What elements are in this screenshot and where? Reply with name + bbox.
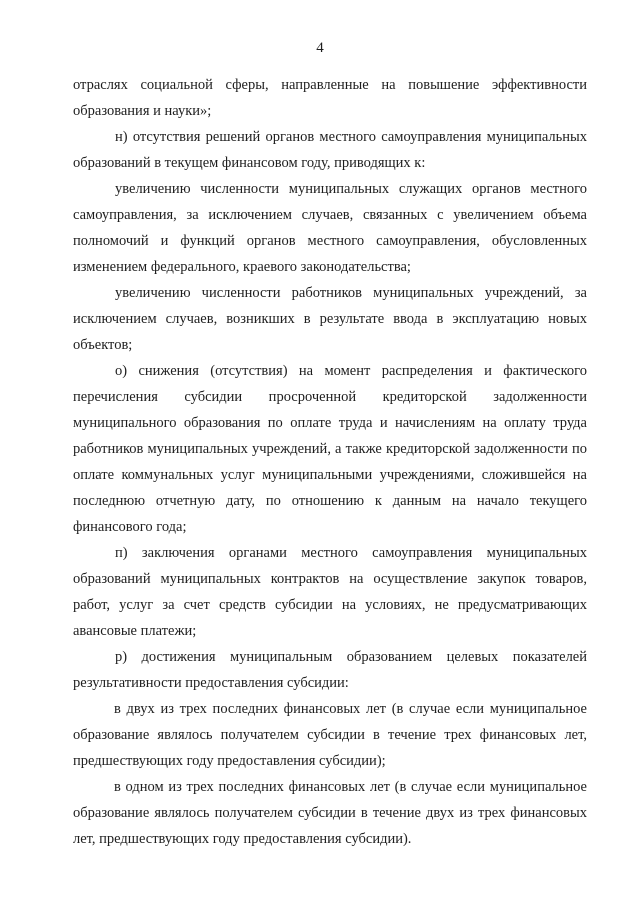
paragraph-item-p: п) заключения органами местного самоуправления муниципальных образований муниципальных контрактов на осуществление закупок товаров, работ, услуг за счет средств субсидии на условиях, не предусматривающих авансовые платежи; (73, 545, 587, 639)
paragraph-continuation: отраслях социальной сферы, направленные на повышение эффективности образования и науки»; (73, 77, 587, 119)
page-number: 4 (316, 40, 324, 56)
paragraph-staff-increase: увеличению численности муниципальных служащих органов местного самоуправления, за исключением случаев, связанных с увеличением объема полномочий и функций органов местного самоуправления, обусловленных изменением федерального, краевого законодательства; (73, 181, 587, 275)
paragraph-one-of-three: в одном из трех последних финансовых лет (в случае если муниципальное образование являлось получателем субсидии в течение двух из трех финансовых лет, предшествующих году предоставления субсидии). (73, 779, 587, 847)
paragraph-workers-increase: увеличению численности работников муниципальных учреждений, за исключением случаев, возникших в результате ввода в эксплуатацию новых объектов; (73, 285, 587, 353)
paragraph-item-o: о) снижения (отсутствия) на момент распределения и фактического перечисления субсидии просроченной кредиторской задолженности муниципального образования по оплате труда и начислениям на оплату труда работников муниципальных учреждений, а также кредиторской задолженности по оплате коммунальных услуг муниципальными учреждениями, сложившейся на последнюю отчетную дату, по отношению к данным на начало текущего финансового года; (73, 363, 587, 535)
paragraph-item-r: р) достижения муниципальным образованием целевых показателей результативности предоставления субсидии: (73, 649, 587, 691)
paragraph-item-n: н) отсутствия решений органов местного самоуправления муниципальных образований в текущем финансовом году, приводящих к: (73, 129, 587, 171)
paragraph-two-of-three: в двух из трех последних финансовых лет (в случае если муниципальное образование являлось получателем субсидии в течение трех финансовых лет, предшествующих году предоставления субсидии); (73, 701, 587, 769)
